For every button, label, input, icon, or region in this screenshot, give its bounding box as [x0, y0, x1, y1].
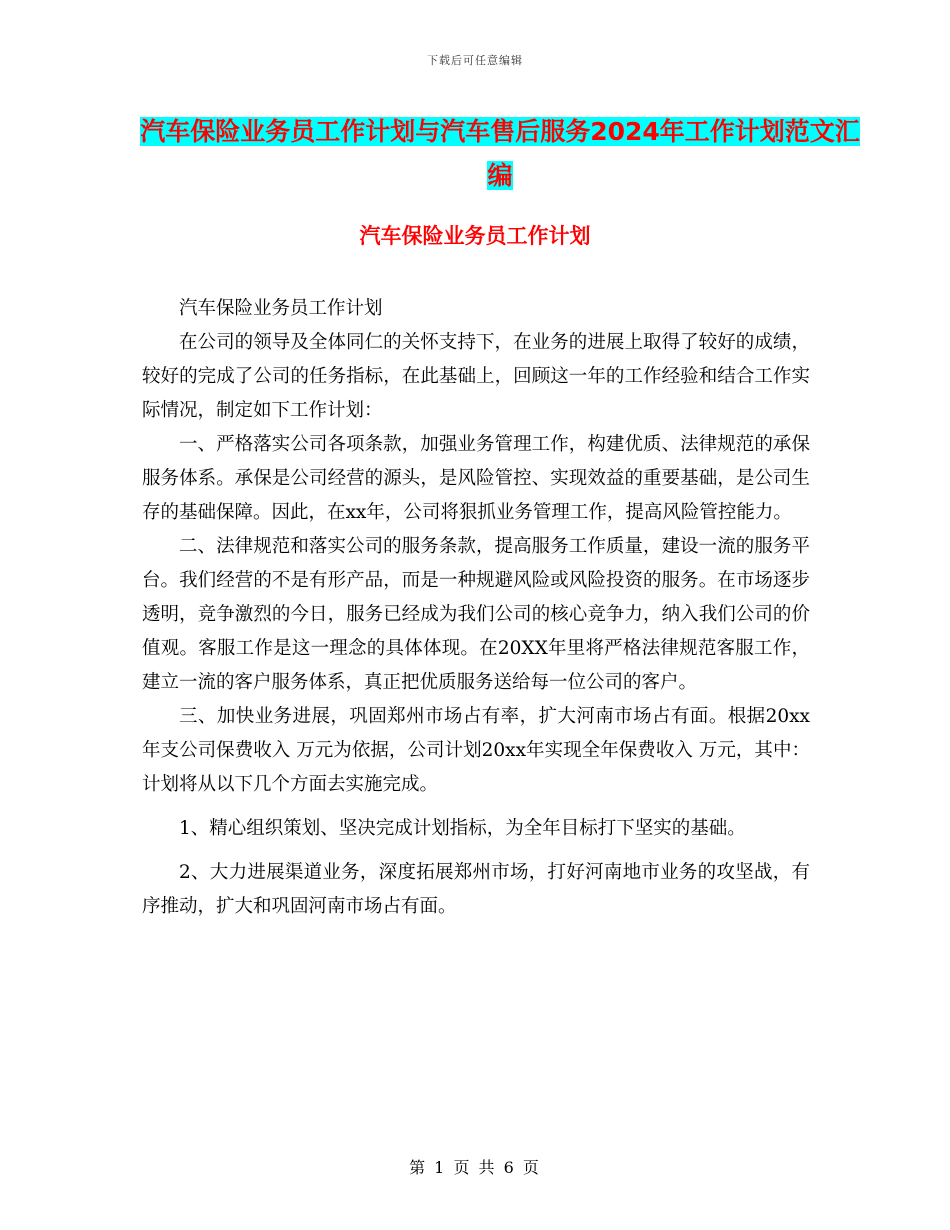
- paragraph: 2、大力进展渠道业务，深度拓展郑州市场，打好河南地市业务的攻坚战，有序推动，扩大和巩固河南市场占有面。: [142, 862, 810, 917]
- document-title: [140, 110, 860, 198]
- page-number: 第 1 页 共 6 页: [409, 1158, 541, 1177]
- paragraph: 1、精心组织策划、坚决完成计划指标，为全年目标打下坚实的基础。: [179, 818, 746, 839]
- paragraph: 三、加快业务进展，巩固郑州市场占有率，扩大河南市场占有面。根据20xx年支公司保费收入 万元为依据，公司计划20xx年实现全年保费收入 万元，其中：计划将从以下几个方面去实施完成。: [142, 706, 810, 795]
- section-title: 汽车保险业务员工作计划: [359, 224, 591, 248]
- document-title-text: 汽车保险业务员工作计划与汽车售后服务2024年工作计划范文汇编: [140, 117, 860, 190]
- paragraph: 在公司的领导及全体同仁的关怀支持下，在业务的进展上取得了较好的成绩，较好的完成了公司的任务指标，在此基础上，回顾这一年的工作经验和结合工作实际情况，制定如下工作计划：: [142, 332, 810, 421]
- paragraph: 一、严格落实公司各项条款，加强业务管理工作，构建优质、法律规范的承保服务体系。承保是公司经营的源头，是风险管控、实现效益的重要基础，是公司生存的基础保障。因此，在xx年，公司将狠抓业务管理工作，提高风险管控能力。: [142, 434, 810, 523]
- header-note: 下载后可任意编辑: [427, 54, 523, 67]
- document-body: [142, 292, 810, 924]
- paragraph: 汽车保险业务员工作计划: [179, 298, 383, 319]
- paragraph: 二、法律规范和落实公司的服务条款，提高服务工作质量，建设一流的服务平台。我们经营的不是有形产品，而是一种规避风险或风险投资的服务。在市场逐步透明，竞争激烈的今日，服务已经成为我们公司的核心竞争力，纳入我们公司的价值观。客服工作是这一理念的具体体现。在20XX年里将严格法律规范客服工作，建立一流的客户服务体系，真正把优质服务送给每一位公司的客户。: [142, 536, 810, 693]
